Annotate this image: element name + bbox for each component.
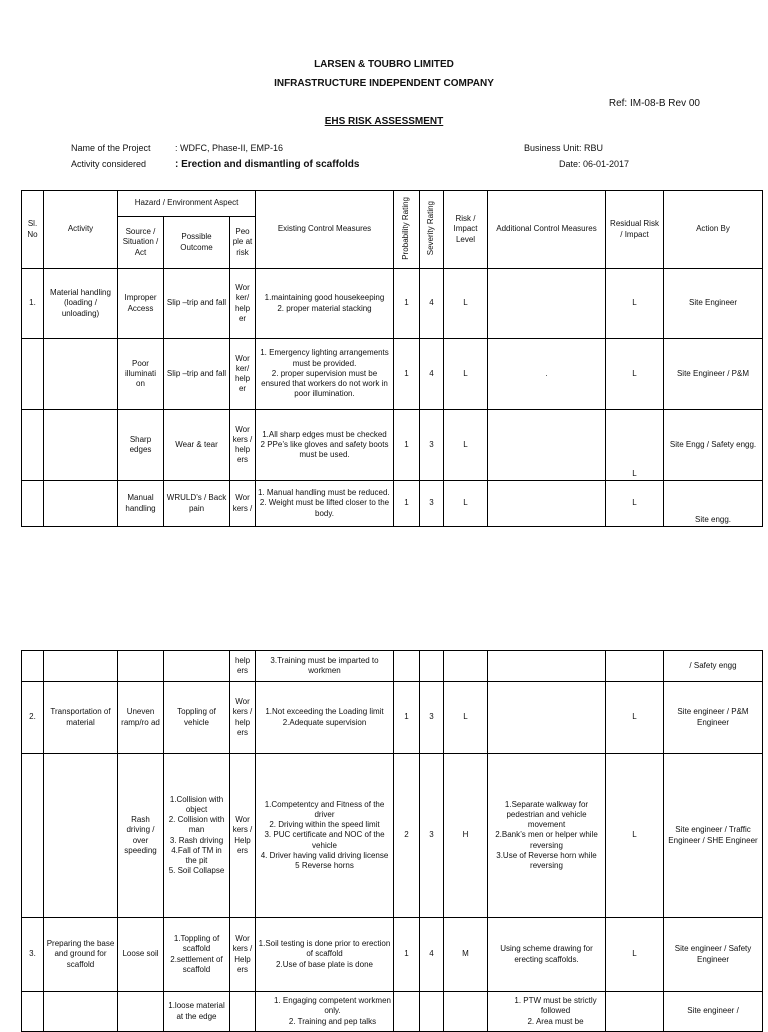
cell-residual: L <box>606 410 664 481</box>
existing-item: 1.Soil testing is done prior to erection of scaffold <box>258 939 391 959</box>
cell-additional <box>488 682 606 754</box>
table-row <box>22 682 763 754</box>
cell-action: Site engineer / Traffic Engineer / SHE Engineer <box>664 754 763 918</box>
cell-source: Sharp edges <box>118 410 164 481</box>
cell-additional <box>488 481 606 527</box>
cell-activity <box>44 410 118 481</box>
outcome-item: 3. Rash driving <box>169 835 224 845</box>
cell-activity <box>44 339 118 410</box>
additional-item: 1. PTW must be strictly followed <box>514 996 597 1016</box>
cell-residual: L <box>606 339 664 410</box>
table-row <box>22 481 763 527</box>
additional-item: 2. Area must be <box>527 1016 584 1026</box>
table-row <box>22 339 763 410</box>
table-row <box>22 918 763 992</box>
company-division: INFRASTRUCTURE INDEPENDENT COMPANY <box>274 78 494 89</box>
document-title: EHS RISK ASSESSMENT <box>324 116 444 127</box>
existing-item: 1. Manual handling must be reduced. <box>258 488 390 498</box>
outcome-item: 1.Collision with object <box>169 794 224 814</box>
cell-residual: L <box>606 481 664 527</box>
cell-additional <box>488 992 606 1032</box>
existing-item: 2. proper supervision must be ensured that workers do not work in poor illumination. <box>261 368 388 399</box>
cell-risk: L <box>444 481 488 527</box>
existing-item: 2. proper material stacking <box>277 303 372 313</box>
risk-table-part-1 <box>21 190 763 527</box>
cell-residual <box>606 992 664 1032</box>
cell-source: Uneven ramp/ro ad <box>118 682 164 754</box>
cell-additional <box>488 918 606 992</box>
cell-activity: Transportation of material <box>44 682 118 754</box>
existing-item: 1. Emergency lighting arrangements must be provided. <box>260 348 389 368</box>
existing-item: 2.Use of base plate is done <box>276 959 373 969</box>
cell-residual <box>606 651 664 682</box>
existing-item: 5 Reverse horns <box>295 861 354 871</box>
cell-existing <box>256 269 394 339</box>
cell-additional <box>488 651 606 682</box>
existing-item: 3.Training must be imparted to workmen <box>270 655 379 675</box>
col-probability <box>394 191 420 269</box>
cell-risk: L <box>444 269 488 339</box>
cell-probability: 1 <box>394 918 420 992</box>
cell-outcome <box>164 992 230 1032</box>
activity-label: Activity considered <box>71 159 147 169</box>
cell-activity <box>44 992 118 1032</box>
cell-existing <box>256 651 394 682</box>
cell-probability <box>394 651 420 682</box>
col-source: Source / Situation / Act <box>118 217 164 269</box>
company-name: LARSEN & TOUBRO LIMITED <box>314 59 454 70</box>
cell-action: Site engg. <box>664 481 763 527</box>
additional-item: 2.Bank’s men or helper while reversing <box>495 830 598 850</box>
cell-outcome: Slip –trip and fall <box>164 269 230 339</box>
cell-action: Site engineer / Safety Engineer <box>664 918 763 992</box>
cell-risk <box>444 992 488 1032</box>
project-value: : WDFC, Phase-II, EMP-16 <box>175 143 284 153</box>
cell-outcome <box>164 754 230 918</box>
cell-severity: 3 <box>420 481 444 527</box>
additional-item: 1.Separate walkway for pedestrian and vehicle movement <box>504 799 589 830</box>
col-people: Peo ple at risk <box>230 217 256 269</box>
cell-severity: 4 <box>420 269 444 339</box>
outcome-item: 2. Collision with man <box>168 815 225 835</box>
existing-item: 2.Adequate supervision <box>282 717 367 727</box>
cell-severity <box>420 992 444 1032</box>
cell-outcome: WRULD’s / Back pain <box>164 481 230 527</box>
cell-source <box>118 992 164 1032</box>
col-activity: Activity <box>44 191 118 269</box>
col-hazard-group: Hazard / Environment Aspect <box>118 191 256 217</box>
col-existing: Existing Control Measures <box>256 191 394 269</box>
cell-risk: L <box>444 339 488 410</box>
cell-probability: 1 <box>394 410 420 481</box>
additional-item: Using scheme drawing for erecting scaffolds. <box>500 944 593 964</box>
cell-people: Wor kers / <box>230 481 256 527</box>
cell-people: Wor kers / Help ers <box>230 918 256 992</box>
cell-severity: 3 <box>420 754 444 918</box>
cell-source: Rash driving / over speeding <box>118 754 164 918</box>
outcome-item: 4.Fall of TM in the pit <box>171 845 222 865</box>
col-severity <box>420 191 444 269</box>
col-severity-label: Severity Rating <box>426 200 436 255</box>
cell-residual: L <box>606 269 664 339</box>
cell-source: Manual handling <box>118 481 164 527</box>
cell-outcome: Slip –trip and fall <box>164 339 230 410</box>
cell-people <box>230 992 256 1032</box>
cell-source: Poor illuminati on <box>118 339 164 410</box>
cell-sl: 2. <box>22 682 44 754</box>
cell-action: Site Engineer <box>664 269 763 339</box>
cell-severity: 4 <box>420 918 444 992</box>
existing-item: 1. Engaging competent workmen only. <box>274 996 391 1016</box>
outcome-item: 2.settlement of scaffold <box>170 954 223 974</box>
existing-item: 1.All sharp edges must be checked <box>262 429 387 439</box>
cell-severity: 3 <box>420 682 444 754</box>
cell-residual: L <box>606 754 664 918</box>
cell-source <box>118 651 164 682</box>
cell-activity: Preparing the base and ground for scaffold <box>44 918 118 992</box>
table-row <box>22 992 763 1032</box>
cell-existing <box>256 754 394 918</box>
existing-item: 1.maintaining good housekeeping <box>264 293 385 303</box>
cell-sl <box>22 481 44 527</box>
cell-risk: L <box>444 682 488 754</box>
cell-source: Loose soil <box>118 918 164 992</box>
cell-existing <box>256 410 394 481</box>
existing-item: 2 PPe’s like gloves and safety boots must be used. <box>260 439 389 460</box>
cell-sl <box>22 754 44 918</box>
activity-value: : Erection and dismantling of scaffolds <box>175 159 360 170</box>
col-risk: Risk / Impact Level <box>444 191 488 269</box>
cell-outcome <box>164 651 230 682</box>
existing-item: 2. Training and pep talks <box>288 1016 377 1026</box>
cell-severity: 3 <box>420 410 444 481</box>
cell-existing <box>256 682 394 754</box>
cell-probability: 1 <box>394 481 420 527</box>
table-row <box>22 410 763 481</box>
business-unit: Business Unit: RBU <box>524 143 604 153</box>
cell-people: Wor kers / Help ers <box>230 754 256 918</box>
cell-probability: 1 <box>394 682 420 754</box>
cell-probability: 1 <box>394 269 420 339</box>
cell-risk: H <box>444 754 488 918</box>
col-residual: Residual Risk / Impact <box>606 191 664 269</box>
existing-item: 1.Competentcy and Fitness of the driver <box>264 799 385 819</box>
existing-item: 3. PUC certificate and NOC of the vehicle <box>264 830 385 850</box>
cell-action: Site Engg / Safety engg. <box>664 410 763 481</box>
cell-activity <box>44 481 118 527</box>
cell-probability: 1 <box>394 339 420 410</box>
cell-sl: 1. <box>22 269 44 339</box>
cell-outcome: Toppling of vehicle <box>164 682 230 754</box>
col-sl: Sl. No <box>22 191 44 269</box>
cell-existing <box>256 339 394 410</box>
existing-item: 2. Weight must be lifted closer to the body. <box>259 498 390 518</box>
cell-action: Site engineer / P&M Engineer <box>664 682 763 754</box>
cell-people: Wor kers / help ers <box>230 682 256 754</box>
cell-risk: M <box>444 918 488 992</box>
cell-existing <box>256 992 394 1032</box>
existing-item: 1.Not exceeding the Loading limit <box>265 707 384 717</box>
cell-activity <box>44 651 118 682</box>
cell-sl <box>22 339 44 410</box>
cell-sl <box>22 992 44 1032</box>
outcome-item: 1.loose material at the edge <box>168 1001 225 1021</box>
cell-sl: 3. <box>22 918 44 992</box>
table-row <box>22 651 763 682</box>
cell-residual: L <box>606 918 664 992</box>
cell-action: / Safety engg <box>664 651 763 682</box>
cell-additional <box>488 410 606 481</box>
cell-source: Improper Access <box>118 269 164 339</box>
document-date: Date: 06-01-2017 <box>559 159 630 169</box>
cell-activity <box>44 754 118 918</box>
outcome-item: 1.Toppling of scaffold <box>173 934 220 954</box>
cell-sl <box>22 410 44 481</box>
cell-existing <box>256 481 394 527</box>
table-row <box>22 754 763 918</box>
cell-additional <box>488 754 606 918</box>
cell-probability <box>394 992 420 1032</box>
cell-additional <box>488 269 606 339</box>
cell-risk: L <box>444 410 488 481</box>
cell-outcome: Wear & tear <box>164 410 230 481</box>
project-label: Name of the Project <box>71 143 151 153</box>
cell-outcome <box>164 918 230 992</box>
cell-people: Wor ker/ help er <box>230 269 256 339</box>
table-row <box>22 269 763 339</box>
cell-sl <box>22 651 44 682</box>
existing-item: 4. Driver having valid driving license <box>260 850 389 860</box>
col-action: Action By <box>664 191 763 269</box>
cell-people: Wor kers / help ers <box>230 410 256 481</box>
cell-probability: 2 <box>394 754 420 918</box>
cell-severity <box>420 651 444 682</box>
cell-existing <box>256 918 394 992</box>
col-outcome: Possible Outcome <box>164 217 230 269</box>
col-probability-label: Probability Rating <box>401 196 411 260</box>
existing-item: 2. Driving within the speed limit <box>269 820 380 830</box>
cell-people: Wor ker/ help er <box>230 339 256 410</box>
cell-action: Site Engineer / P&M <box>664 339 763 410</box>
outcome-item: 5. Soil Collapse <box>168 866 225 876</box>
cell-additional: . <box>488 339 606 410</box>
cell-residual: L <box>606 682 664 754</box>
col-additional: Additional Control Measures <box>488 191 606 269</box>
document-ref: Ref: IM-08-B Rev 00 <box>608 98 700 109</box>
additional-item: 3.Use of Reverse horn while reversing <box>496 850 597 871</box>
cell-risk <box>444 651 488 682</box>
cell-activity: Material handling (loading / unloading) <box>44 269 118 339</box>
cell-action: Site engineer / <box>664 992 763 1032</box>
cell-severity: 4 <box>420 339 444 410</box>
risk-table-part-2 <box>21 650 763 1032</box>
cell-people: help ers <box>230 651 256 682</box>
